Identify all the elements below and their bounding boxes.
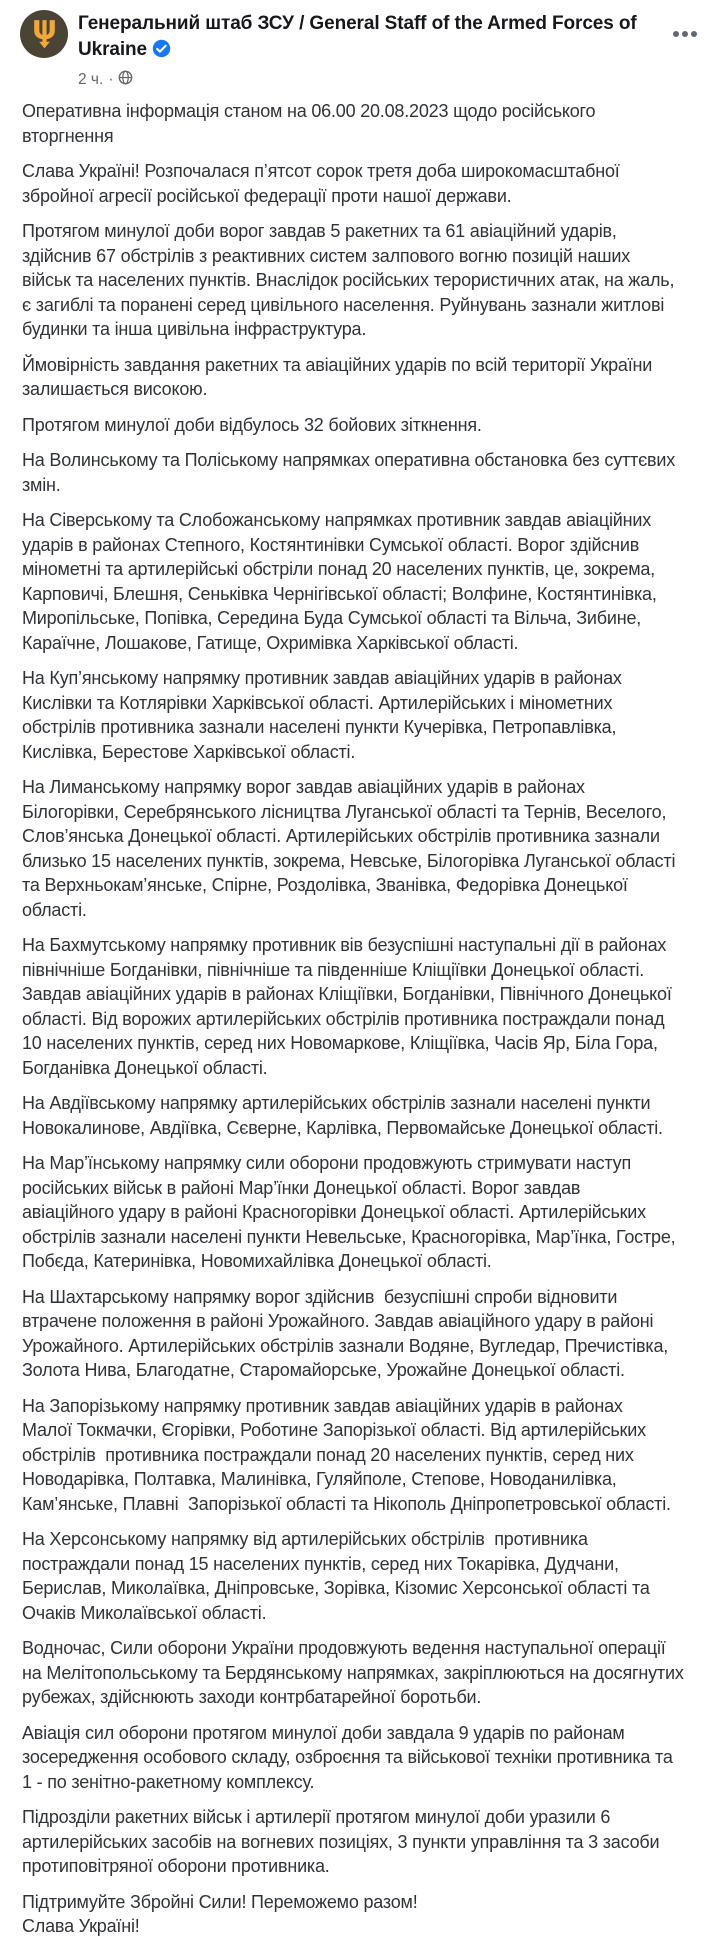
post-paragraph — [22, 1527, 712, 1625]
post-text-line: вторгнення — [22, 125, 114, 146]
post-text-line: Побєда, Катеринівка, Новомихайлівка Донецької області. — [22, 1251, 492, 1271]
post-paragraph — [22, 1394, 712, 1517]
verified-badge-icon — [152, 39, 171, 66]
post-text-line: Кислівка, Берестове Харківської області. — [22, 741, 356, 762]
post-text-line: Підтримуйте Збройні Сили! Переможемо разом! — [22, 1891, 418, 1912]
globe-icon — [118, 70, 133, 91]
three-dots-icon — [672, 25, 698, 43]
post-body — [0, 91, 726, 1939]
post-text-line: залишається високою. — [22, 379, 208, 399]
post-text-line: Урожайного. Артилерійських обстрілів зазнали Водяне, Вугледар, Пречистівка, — [22, 1335, 669, 1356]
post-text-line: Протягом минулої доби відбулось 32 бойових зіткнення. — [22, 414, 482, 435]
post-text-line: збройної агресії російської федерації проти нашої держави. — [22, 185, 512, 206]
post-text-line: Підрозділи ракетних військ і артилерії протягом минулої доби уразили 6 — [22, 1807, 611, 1827]
post-text-line: Слава Україні! — [22, 1916, 140, 1936]
post-text-line: російських військ в районі Мар’їнки Донецької області. Ворог завдав — [22, 1177, 581, 1198]
post-text-line: Слов’янська Донецької області. Артилерійських обстрілів противника зазнали — [22, 826, 660, 846]
post-paragraph — [22, 1091, 712, 1140]
post-text-line: Кам’янське, Плавні Запорізької області та Нікополь Дніпропетровської області. — [22, 1493, 671, 1514]
post-paragraph — [22, 219, 712, 342]
post-text-line: Новокалинове, Авдіївка, Сєверне, Карлівка, Первомайське Донецької області. — [22, 1117, 663, 1138]
post-paragraph — [22, 1636, 712, 1710]
timestamp-link[interactable]: 2 ч. — [78, 71, 104, 88]
post-text-line: 1 - по зенітно-ракетному комплексу. — [22, 1771, 315, 1792]
post-text-line: Завдав авіаційних ударів в районах Кліщіївки, Богданівки, Північного Донецької — [22, 984, 672, 1004]
post-text-line: На Херсонському напрямку від артилерійських обстрілів противника — [22, 1529, 588, 1549]
post-paragraph — [22, 1285, 712, 1383]
post-paragraph — [22, 1890, 712, 1939]
post-paragraph — [22, 448, 712, 497]
more-options-button[interactable] — [668, 22, 702, 46]
post-text-line: Кислівки та Котлярівки Харківської області. Артилерійських і мінометних — [22, 692, 613, 713]
post-text-line: військ та населених пунктів. Внаслідок російських терористичних атак, на жаль, — [22, 270, 675, 290]
post-paragraph — [22, 775, 712, 922]
post-text-line: Берислав, Миколаївка, Дніпровське, Зорівка, Кізомис Херсонської області та — [22, 1578, 650, 1598]
post-text-line: обстрілів противника зазнали населені пункти Кучерівка, Петропавлівка, — [22, 717, 617, 737]
post-paragraph — [22, 1721, 712, 1795]
post-text-line: здійснив 67 обстрілів з реактивних систем залпового вогню позицій наших — [22, 245, 631, 266]
post-text-line: авіаційного удару в районі Красногорівки Донецької області. Артилерійських — [22, 1202, 646, 1222]
post-text-line: рубежах, здійснюють заходи контрбатарейної боротьби. — [22, 1687, 482, 1707]
post-text-line: 10 населених пунктів, серед них Новомаркове, Кліщіївка, Часів Яр, Біла Гора, — [22, 1033, 658, 1053]
post-text-line: На Мар’їнському напрямку сили оборони продовжують стримувати наступ — [22, 1153, 632, 1173]
post-paragraph — [22, 666, 712, 764]
post-text-line: На Запорізькому напрямку противник завдав авіаційних ударів в районах — [22, 1395, 623, 1416]
post-text-line: Новодарівка, Полтавка, Малинівка, Гуляйполе, Степове, Новоданилівка, — [22, 1469, 617, 1489]
post-text-line: Протягом минулої доби ворог завдав 5 ракетних та 61 авіаційний ударів, — [22, 221, 617, 241]
post-text-line: зосередження особового складу, озброєння та військової техніки противника та — [22, 1747, 673, 1767]
avatar[interactable] — [20, 10, 68, 58]
post-paragraph — [22, 1151, 712, 1274]
post-text-line: області. — [22, 899, 87, 920]
post-text-line: На Бахмутському напрямку противник вів безуспішні наступальні дії в районах — [22, 935, 667, 955]
post-text-line: Авіація сил оборони протягом минулої доби завдала 9 ударів по районам — [22, 1722, 625, 1743]
post-text-line: обстрілів противника постраждали понад 20 населених пунктів, серед них — [22, 1444, 634, 1465]
post-paragraph — [22, 1805, 712, 1879]
post-text-line: Водночас, Сили оборони України продовжують ведення наступальної операції — [22, 1638, 666, 1658]
post-text-line: будинки та інша цивільна інфраструктура. — [22, 319, 367, 339]
post-text-line: області. Від ворожих артилерійських обстрілів противника постраждали понад — [22, 1008, 665, 1029]
post-text-line: на Мелітопольському та Бердянському напрямках, закріплюються на досягнутих — [22, 1662, 684, 1683]
post-text-line: Ймовірність завдання ракетних та авіаційних ударів по всій території України — [22, 354, 653, 375]
post-text-line: Миропільське, Попівка, Середина Буда Сумської області та Вільча, Зибине, — [22, 608, 642, 628]
post-text-line: обстрілів зазнали населені пункти Невельське, Красногорівка, Мар’їнка, Гостре, — [22, 1226, 676, 1247]
post-text-line: артилерійських засобів на вогневих позиціях, 3 пункти управління та 3 засоби — [22, 1831, 660, 1852]
post-paragraph — [22, 508, 712, 655]
post-text-line: На Авдіївському напрямку артилерійських обстрілів зазнали населені пункти — [22, 1093, 651, 1113]
post-text-line: Очаків Миколаївської області. — [22, 1602, 267, 1623]
meta-separator: · — [108, 71, 114, 88]
post-text-line: Оперативна інформація станом на 06.00 20.08.2023 щодо російського — [22, 101, 596, 121]
post-text-line: є загиблі та поранені серед цивільного населення. Руйнувань зазнали житлові — [22, 294, 665, 315]
post-text-line: Золота Нива, Благодатне, Старомайорське, Урожайне Донецької області. — [22, 1360, 625, 1380]
post-paragraph — [22, 353, 712, 402]
post-text-line: постраждали понад 15 населених пунктів, серед них Токарівка, Дудчани, — [22, 1553, 619, 1574]
post-text-line: північніше Богданівки, північніше та південніше Кліщіївки Донецької області. — [22, 959, 645, 980]
post-text-line: На Шахтарському напрямку ворог здійснив безуспішні спроби відновити — [22, 1286, 618, 1307]
page-name-link[interactable] — [78, 11, 663, 66]
post-paragraph — [22, 159, 712, 208]
post-text-line: На Волинському та Поліському напрямках оперативна обстановка без суттєвих — [22, 450, 676, 470]
post-text-line: мінометні та артилерійські обстріли понад 20 населених пунктів, це, зокрема, — [22, 559, 655, 579]
post-text-line: ударів в районах Степного, Костянтинівки Сумської області. Ворог здійснив — [22, 534, 640, 555]
post-text-line: близько 15 населених пунктів, зокрема, Невське, Білогорівка Луганської області — [22, 850, 676, 871]
header-meta — [78, 10, 663, 91]
page-name-text: Генеральний штаб ЗСУ / General Staff of the Armed Forces of Ukraine — [78, 13, 637, 60]
post-text-line: Караїчне, Лошакове, Гатище, Охримівка Харківської області. — [22, 632, 519, 653]
post-text-line: втрачене положення в районі Урожайного. Завдав авіаційного удару в районі — [22, 1311, 654, 1331]
post-text-line: На Лиманському напрямку ворог завдав авіаційних ударів в районах — [22, 777, 585, 797]
post-text-line: Малої Токмачки, Єгорівки, Роботине Запорізької області. Від артилерійських — [22, 1420, 646, 1440]
post-text-line: та Верхньокам’янське, Спірне, Роздолівка, Званівка, Федорівка Донецької — [22, 875, 628, 895]
post-text-line: Слава Україні! Розпочалася п’ятсот сорок третя доба широкомасштабної — [22, 161, 620, 181]
post-text-line: Богданівка Донецької області. — [22, 1057, 268, 1078]
post-text-line: Білогорівки, Серебрянського лісництва Луганської області та Тернів, Веселого, — [22, 801, 667, 822]
post-paragraph — [22, 413, 712, 438]
post-header — [0, 0, 726, 91]
post-text-line: На Куп’янському напрямку противник завдав авіаційних ударів в районах — [22, 668, 622, 688]
post-text-line: На Сіверському та Слобожанському напрямках противник завдав авіаційних — [22, 510, 652, 530]
trident-icon — [31, 18, 58, 51]
post-text-line: змін. — [22, 474, 61, 495]
post-text-line: Карповичі, Блешня, Сеньківка Чернігівської області; Волфине, Костянтинівка, — [22, 583, 657, 604]
post-paragraph — [22, 99, 712, 148]
post-text-line: протиповітряної оборони противника. — [22, 1856, 330, 1876]
post-meta-row — [78, 69, 663, 91]
post-paragraph — [22, 933, 712, 1080]
